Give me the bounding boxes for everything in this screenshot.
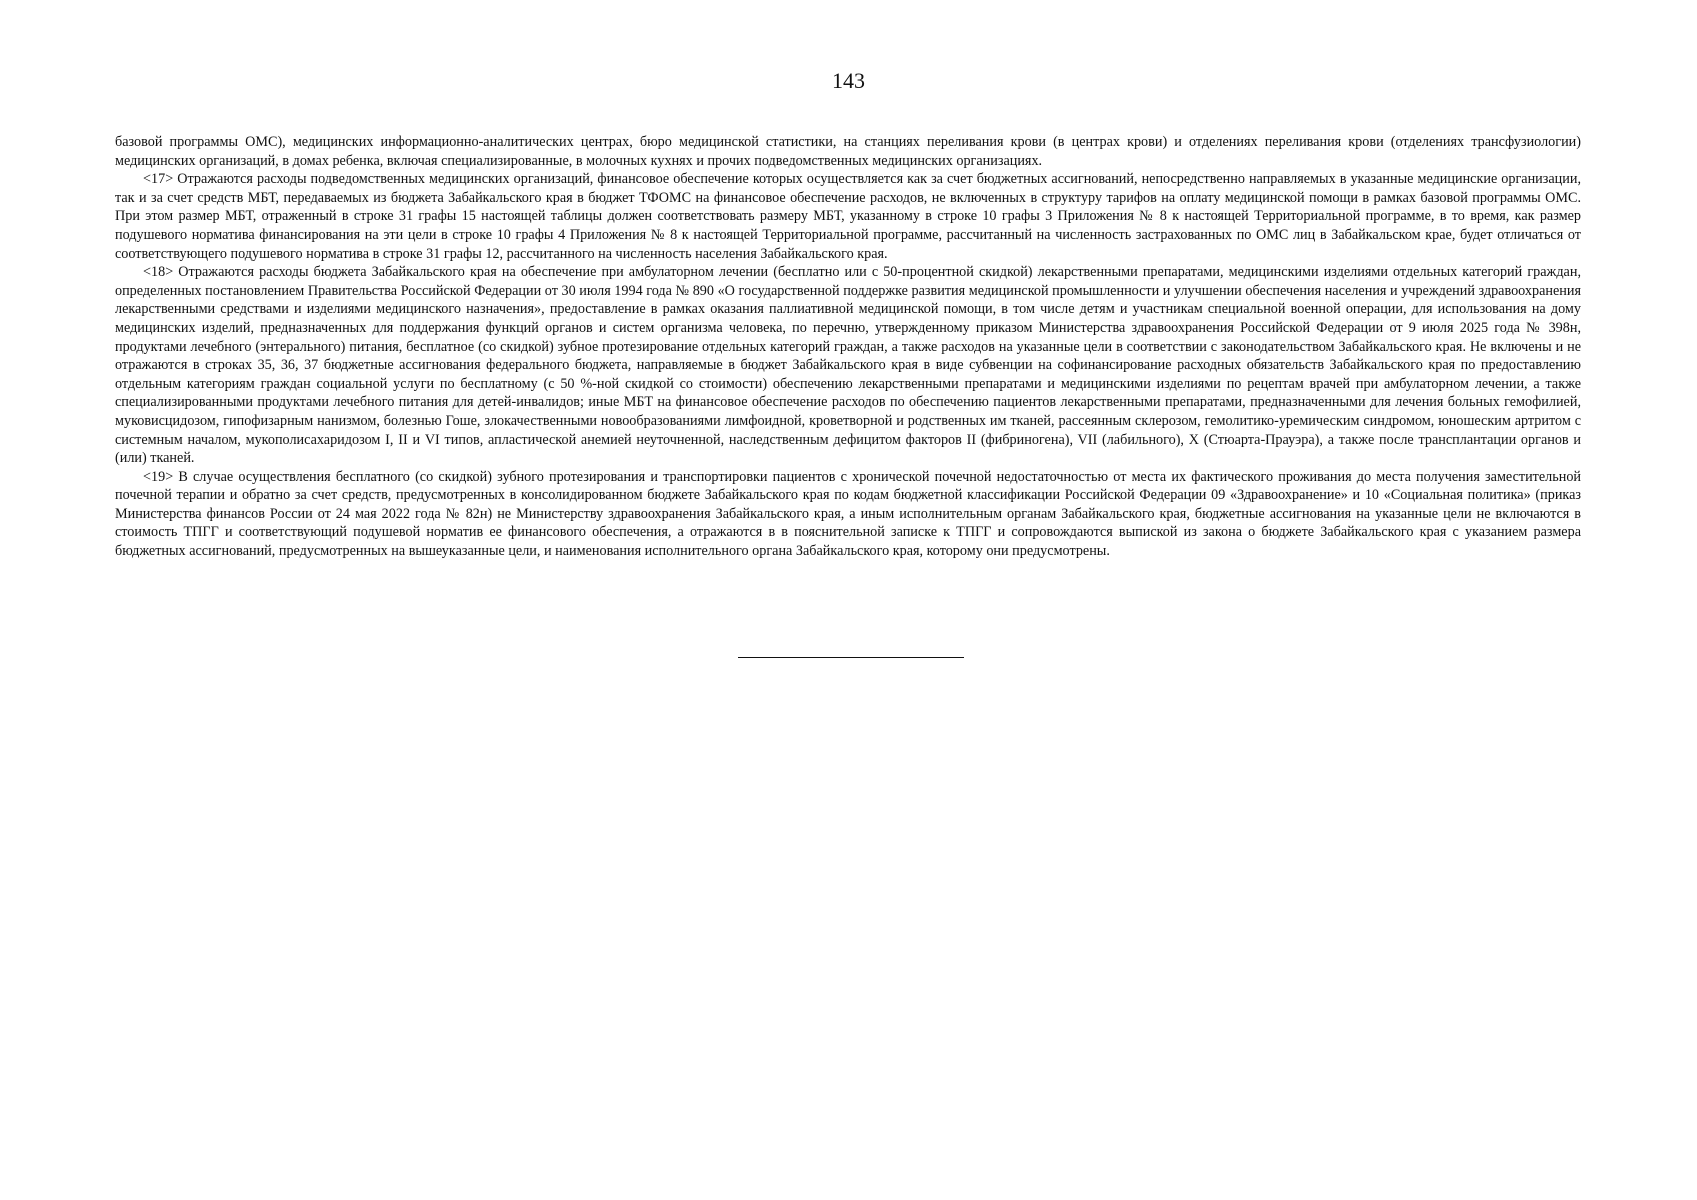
footnotes-body xyxy=(115,133,1581,561)
page-number: 143 xyxy=(832,68,865,93)
footnote-18: <18> Отражаются расходы бюджета Забайкальского края на обеспечение при амбулаторном лечении (бесплатно или с 50-процентной скидкой) лекарственными препаратами, медицинскими изделиями отдельных категорий граждан, определенных постановлением Правительства Российской Федерации от 30 июля 1994 года № 890 «О государственной поддержке развития медицинской промышленности и улучшении обеспечения населения и учреждений здравоохранения лекарственными средствами и изделиями медицинского назначения», предоставление в рамках оказания паллиативной медицинской помощи, в том числе детям и участникам специальной военной операции, для использования на дому медицинских изделий, предназначенных для поддержания функций органов и систем организма человека, по перечню, утвержденному приказом Министерства здравоохранения Российской Федерации от 9 июля 2025 года № 398н, продуктами лечебного (энтерального) питания, бесплатное (со скидкой) зубное протезирование отдельных категорий граждан, а также расходов на указанные цели в соответствии с законодательством Забайкальского края. Не включены и не отражаются в строках 35, 36, 37 бюджетные ассигнования федерального бюджета, направляемые в бюджет Забайкальского края в виде субвенции на софинансирование расходных обязательств Забайкальского края по предоставлению отдельным категориям граждан социальной услуги по бесплатному (с 50 %-ной скидкой со стоимости) обеспечению лекарственными препаратами и медицинскими изделиями по рецептам врачей при амбулаторном лечении, а также специализированными продуктами лечебного питания для детей-инвалидов; иные МБТ на финансовое обеспечение расходов по обеспечению пациентов лекарственными препаратами, предназначенными для лечения больных гемофилией, муковисцидозом, гипофизарным нанизмом, болезнью Гоше, злокачественными новообразованиями лимфоидной, кроветворной и родственных им тканей, рассеянным склерозом, гемолитико-уремическим синдромом, юношеским артритом с системным началом, мукополисахаридозом I, II и VI типов, апластической анемией неуточненной, наследственным дефицитом факторов II (фибриногена), VII (лабильного), X (Стюарта-Прауэра), а также после трансплантации органов и (или) тканей. xyxy=(115,264,1581,467)
paragraph-continuation: базовой программы ОМС), медицинских информационно-аналитических центрах, бюро медицинской статистики, на станциях переливания крови (в центрах крови) и отделениях переливания крови (отделениях трансфузиологии) медицинских организаций, в домах ребенка, включая специализированные, в молочных кухнях и прочих подведомственных медицинских организациях. xyxy=(115,134,1581,169)
end-of-document-rule xyxy=(738,657,964,658)
footnote-17: <17> Отражаются расходы подведомственных медицинских организаций, финансовое обеспечение которых осуществляется как за счет бюджетных ассигнований, непосредственно направляемых в указанные медицинские организации, так и за счет средств МБТ, передаваемых из бюджета Забайкальского края в бюджет ТФОМС на финансовое обеспечение расходов, не включенных в структуру тарифов на оплату медицинской помощи в рамках базовой программы ОМС. При этом размер МБТ, отраженный в строке 31 графы 15 настоящей таблицы должен соответствовать размеру МБТ, указанному в строке 10 графы 3 Приложения № 8 к настоящей Территориальной программе, в то время, как размер подушевого норматива финансирования на эти цели в строке 10 графы 4 Приложения № 8 к настоящей Территориальной программе, рассчитанный на численность застрахованных по ОМС лиц в Забайкальском крае, будет отличаться от соответствующего подушевого норматива в строке 31 графы 12, рассчитанного на численность населения Забайкальского края. xyxy=(115,171,1581,262)
footnote-19: <19> В случае осуществления бесплатного (со скидкой) зубного протезирования и транспортировки пациентов с хронической почечной недостаточностью от места их фактического проживания до места получения заместительной почечной терапии и обратно за счет средств, предусмотренных в консолидированном бюджете Забайкальского края по кодам бюджетной классификации Российской Федерации 09 «Здравоохранение» и 10 «Социальная политика» (приказ Министерства финансов России от 24 мая 2022 года № 82н) не Министерству здравоохранения Забайкальского края, а иным исполнительным органам Забайкальского края, бюджетные ассигнования на указанные цели не включаются в стоимость ТПГГ и соответствующий подушевой норматив ее финансового обеспечения, а отражаются в в пояснительной записке к ТПГГ и сопровождаются выпиской из закона о бюджете Забайкальского края с указанием размера бюджетных ассигнований, предусмотренных на вышеуказанные цели, и наименования исполнительного органа Забайкальского края, которому они предусмотрены. xyxy=(115,468,1581,560)
